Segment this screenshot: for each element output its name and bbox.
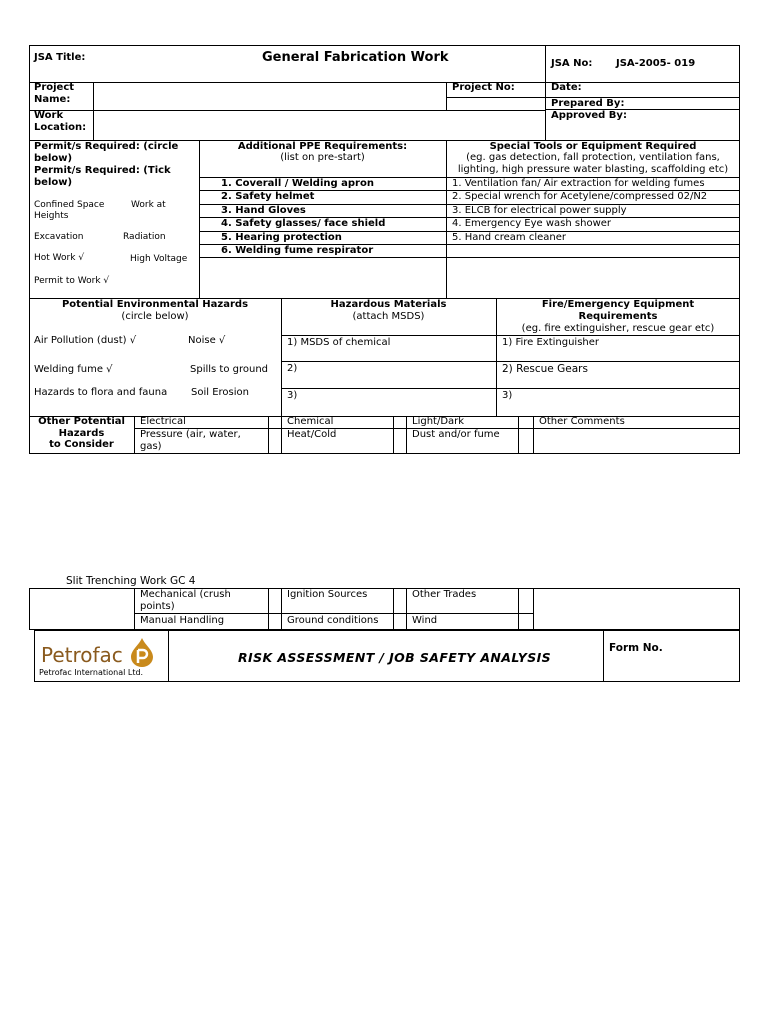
permits-heading-3: Permit/s Required: (Tick (34, 165, 171, 176)
tools-item: 1. Ventilation fan/ Air extraction for welding fumes (452, 178, 705, 189)
date-label: Date: (551, 82, 582, 93)
tools-item: 4. Emergency Eye wash shower (452, 218, 612, 229)
company-name: Petrofac International Ltd. (39, 668, 144, 677)
other-hazards-label-3: to Consider (49, 439, 114, 450)
tools-subheading-1: (eg. gas detection, fall protection, ventilation fans, (466, 152, 720, 163)
tools-heading: Special Tools or Equipment Required (489, 141, 697, 152)
permit-heights[interactable]: Heights (34, 211, 69, 221)
jsa-no-value: JSA-2005- 019 (616, 58, 696, 69)
tools-item: 3. ELCB for electrical power supply (452, 205, 627, 216)
prepared-by-label: Prepared By: (551, 98, 625, 109)
env-soil-erosion[interactable]: Soil Erosion (191, 387, 249, 398)
ppe-item: 2. Safety helmet (221, 191, 315, 202)
hazard-pressure-2: gas) (140, 441, 162, 452)
fire-subheading: (eg. fire extinguisher, rescue gear etc) (521, 323, 715, 334)
permit-radiation[interactable]: Radiation (123, 232, 166, 242)
project-name-field[interactable] (95, 84, 444, 108)
other-hazards-label-1: Other Potential (38, 416, 125, 427)
env-subheading: (circle below) (121, 311, 189, 322)
chemical-checkbox[interactable] (394, 417, 406, 428)
fire-heading-2: Requirements (578, 311, 658, 322)
ppe-heading: Additional PPE Requirements: (237, 141, 408, 152)
fire-item: 1) Fire Extinguisher (502, 337, 600, 348)
document-title: RISK ASSESSMENT / JOB SAFETY ANALYSIS (238, 650, 552, 665)
logo-wordmark: Petrofac (41, 643, 123, 667)
form-no-label: Form No. (609, 642, 663, 654)
jsa-title-value: General Fabrication Work (262, 50, 449, 65)
hazmat-item: 3) (287, 390, 298, 401)
jsa-no-label: JSA No: (551, 58, 593, 69)
project-no-label: Project No: (452, 82, 515, 93)
hazard-other-trades: Other Trades (412, 589, 477, 600)
permits-heading-4: below) (34, 177, 73, 188)
env-welding-fume[interactable]: Welding fume √ (34, 364, 113, 375)
permit-excavation[interactable]: Excavation (34, 232, 84, 242)
permits-heading-2: below) (34, 153, 73, 164)
fire-item: 2) Rescue Gears (502, 363, 588, 375)
hazard-dust-fume: Dust and/or fume (412, 429, 500, 440)
work-location-label: Work (34, 110, 64, 121)
ppe-subheading: (list on pre-start) (280, 152, 365, 163)
env-flora-fauna[interactable]: Hazards to flora and fauna (34, 387, 168, 398)
project-name-label-2: Name: (34, 94, 71, 105)
tools-subheading-2: lighting, high pressure water blasting, scaffolding etc) (457, 164, 729, 175)
electrical-checkbox[interactable] (269, 417, 281, 428)
tools-item: 2. Special wrench for Acetylene/compressed 02/N2 (452, 191, 708, 202)
page-caption: Slit Trenching Work GC 4 (66, 575, 196, 587)
ppe-item: 3. Hand Gloves (221, 205, 306, 216)
hazard-electrical: Electrical (140, 416, 186, 427)
approved-by-label: Approved By: (551, 110, 627, 121)
hazmat-subheading: (attach MSDS) (352, 311, 425, 322)
env-heading: Potential Environmental Hazards (61, 299, 249, 310)
hazard-heat-cold: Heat/Cold (287, 429, 337, 440)
tools-item: 5. Hand cream cleaner (452, 232, 566, 243)
work-location-label-2: Location: (34, 122, 87, 133)
hazmat-heading: Hazardous Materials (330, 299, 447, 310)
fire-item: 3) (502, 390, 513, 401)
permits-heading: Permit/s Required: (circle (34, 141, 179, 152)
ppe-item: 4. Safety glasses/ face shield (221, 218, 386, 229)
hazard-chemical: Chemical (287, 416, 334, 427)
pressure-checkbox[interactable] (269, 429, 281, 453)
light-dark-checkbox[interactable] (519, 417, 533, 428)
fire-heading-1: Fire/Emergency Equipment (541, 299, 695, 310)
ppe-item: 6. Welding fume respirator (221, 245, 374, 256)
ppe-item: 5. Hearing protection (221, 232, 342, 243)
hazmat-item: 1) MSDS of chemical (287, 337, 391, 348)
hazard-wind: Wind (412, 615, 438, 626)
other-comments-label: Other Comments (539, 416, 625, 427)
env-spills[interactable]: Spills to ground (190, 364, 269, 375)
jsa-title-label: JSA Title: (34, 52, 86, 63)
hazard-mechanical: Mechanical (crush (140, 589, 231, 600)
hazmat-item: 2) (287, 363, 298, 374)
heat-cold-checkbox[interactable] (394, 429, 406, 453)
env-air-pollution[interactable]: Air Pollution (dust) √ (34, 335, 137, 346)
ppe-item: 1. Coverall / Welding apron (221, 178, 374, 189)
hazard-mechanical-2: points) (140, 601, 175, 612)
other-hazards-label-2: Hazards (58, 428, 105, 439)
hazard-manual-handling: Manual Handling (140, 615, 225, 626)
hazard-pressure: Pressure (air, water, (140, 429, 241, 440)
work-location-field[interactable] (95, 112, 544, 138)
permit-work-at[interactable]: Work at (131, 200, 166, 210)
hazard-light-dark: Light/Dark (412, 416, 465, 427)
oil-drop-icon (129, 637, 155, 667)
permit-confined-space[interactable]: Confined Space (34, 200, 105, 210)
project-name-label: Project (34, 82, 75, 93)
permit-to-work[interactable]: Permit to Work √ (34, 276, 110, 286)
permit-hot-work[interactable]: Hot Work √ (34, 253, 85, 263)
permit-high-voltage[interactable]: High Voltage (130, 254, 188, 264)
hazard-ignition: Ignition Sources (287, 589, 368, 600)
hazard-ground: Ground conditions (287, 615, 379, 626)
env-noise[interactable]: Noise √ (188, 335, 226, 346)
dust-fume-checkbox[interactable] (519, 429, 533, 453)
